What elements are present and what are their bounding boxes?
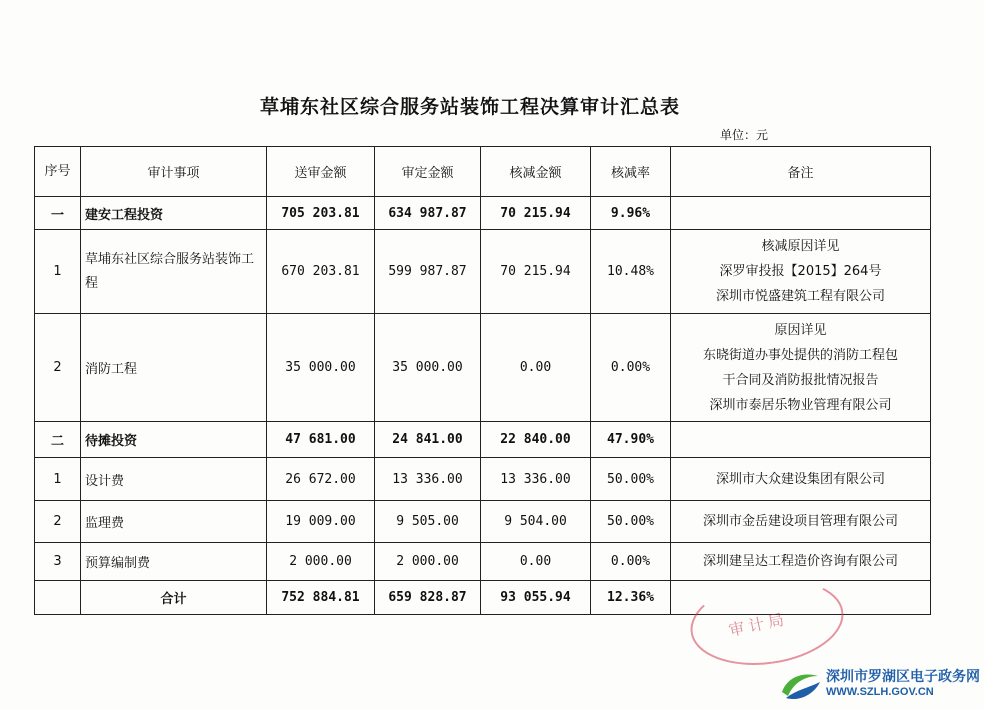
row-item: 待摊投资 xyxy=(81,422,267,458)
row-approved: 35 000.00 xyxy=(375,314,481,422)
row-remark xyxy=(671,314,931,422)
row-item: 预算编制费 xyxy=(81,543,267,581)
row-reduced: 9 504.00 xyxy=(481,501,591,543)
row-reduced: 0.00 xyxy=(481,314,591,422)
total-rate: 12.36% xyxy=(591,581,671,615)
row-approved: 599 987.87 xyxy=(375,230,481,314)
row-remark xyxy=(671,422,931,458)
row-reduced: 70 215.94 xyxy=(481,230,591,314)
row-submitted: 26 672.00 xyxy=(267,458,375,501)
seal-text: 审计局 xyxy=(726,608,790,641)
row-reduced: 22 840.00 xyxy=(481,422,591,458)
row-remark xyxy=(671,230,931,314)
row-remark xyxy=(671,197,931,230)
row-rate: 50.00% xyxy=(591,458,671,501)
row-reduced: 70 215.94 xyxy=(481,197,591,230)
row-approved: 24 841.00 xyxy=(375,422,481,458)
row-remark xyxy=(671,543,931,581)
remark-line: 深圳市泰居乐物业管理有限公司 xyxy=(709,397,892,413)
table-row xyxy=(35,230,931,314)
table-row xyxy=(35,543,931,581)
row-submitted: 35 000.00 xyxy=(267,314,375,422)
remark-line: 深罗审投报【2015】264号 xyxy=(719,264,882,279)
watermark-name: 深圳市罗湖区电子政务网 xyxy=(826,669,980,685)
remark-line: 深圳市悦盛建筑工程有限公司 xyxy=(715,289,885,304)
remark-line: 深圳市金岳建设项目管理有限公司 xyxy=(702,514,898,529)
remark-line: 东晓街道办事处提供的消防工程包 xyxy=(702,347,898,363)
table-row xyxy=(35,314,931,422)
row-seq: 1 xyxy=(35,230,81,314)
table-row xyxy=(35,197,931,230)
row-approved: 9 505.00 xyxy=(375,501,481,543)
row-approved: 2 000.00 xyxy=(375,543,481,581)
site-watermark xyxy=(778,664,978,706)
row-submitted: 2 000.00 xyxy=(267,543,375,581)
remark-line: 原因详见 xyxy=(774,322,827,338)
row-remark xyxy=(671,458,931,501)
row-reduced: 0.00 xyxy=(481,543,591,581)
remark-line: 深圳市大众建设集团有限公司 xyxy=(715,471,885,487)
header-reduced: 核减金额 xyxy=(481,147,591,197)
header-submitted: 送审金额 xyxy=(267,147,375,197)
row-submitted: 705 203.81 xyxy=(267,197,375,230)
row-rate: 0.00% xyxy=(591,314,671,422)
row-approved: 634 987.87 xyxy=(375,197,481,230)
row-seq: 二 xyxy=(35,422,81,458)
header-seq: 序号 xyxy=(35,147,81,197)
row-submitted: 47 681.00 xyxy=(267,422,375,458)
document-title: 草埔东社区综合服务站装饰工程决算审计汇总表 xyxy=(259,96,680,118)
total-submitted: 752 884.81 xyxy=(267,581,375,615)
row-seq: 一 xyxy=(35,197,81,230)
row-seq: 1 xyxy=(35,458,81,501)
row-rate: 10.48% xyxy=(591,230,671,314)
row-rate: 9.96% xyxy=(591,197,671,230)
row-reduced: 13 336.00 xyxy=(481,458,591,501)
row-item: 设计费 xyxy=(81,458,267,501)
table-header-row xyxy=(35,147,931,197)
table-row xyxy=(35,458,931,501)
audit-summary-table xyxy=(34,146,931,615)
remark-line: 干合同及消防报批情况报告 xyxy=(722,372,879,388)
row-rate: 47.90% xyxy=(591,422,671,458)
swoosh-logo-icon xyxy=(778,666,822,704)
watermark-url: WWW.SZLH.GOV.CN xyxy=(826,686,934,698)
row-item: 草埔东社区综合服务站装饰工程 xyxy=(81,230,267,314)
row-item: 消防工程 xyxy=(81,314,267,422)
row-item: 建安工程投资 xyxy=(81,197,267,230)
unit-label: 单位：元 xyxy=(720,128,769,142)
table-row xyxy=(35,422,931,458)
row-seq: 2 xyxy=(35,501,81,543)
total-label: 合计 xyxy=(81,581,267,615)
header-remark: 备注 xyxy=(671,147,931,197)
total-seq xyxy=(35,581,81,615)
remark-line: 核减原因详见 xyxy=(761,239,840,254)
remark-line: 深圳建呈达工程造价咨询有限公司 xyxy=(702,554,898,569)
row-rate: 50.00% xyxy=(591,501,671,543)
total-reduced: 93 055.94 xyxy=(481,581,591,615)
header-rate: 核减率 xyxy=(591,147,671,197)
row-seq: 3 xyxy=(35,543,81,581)
table-row xyxy=(35,501,931,543)
row-submitted: 670 203.81 xyxy=(267,230,375,314)
row-seq: 2 xyxy=(35,314,81,422)
row-approved: 13 336.00 xyxy=(375,458,481,501)
header-approved: 审定金额 xyxy=(375,147,481,197)
row-submitted: 19 009.00 xyxy=(267,501,375,543)
header-item: 审计事项 xyxy=(81,147,267,197)
row-remark xyxy=(671,501,931,543)
row-item: 监理费 xyxy=(81,501,267,543)
total-approved: 659 828.87 xyxy=(375,581,481,615)
row-rate: 0.00% xyxy=(591,543,671,581)
